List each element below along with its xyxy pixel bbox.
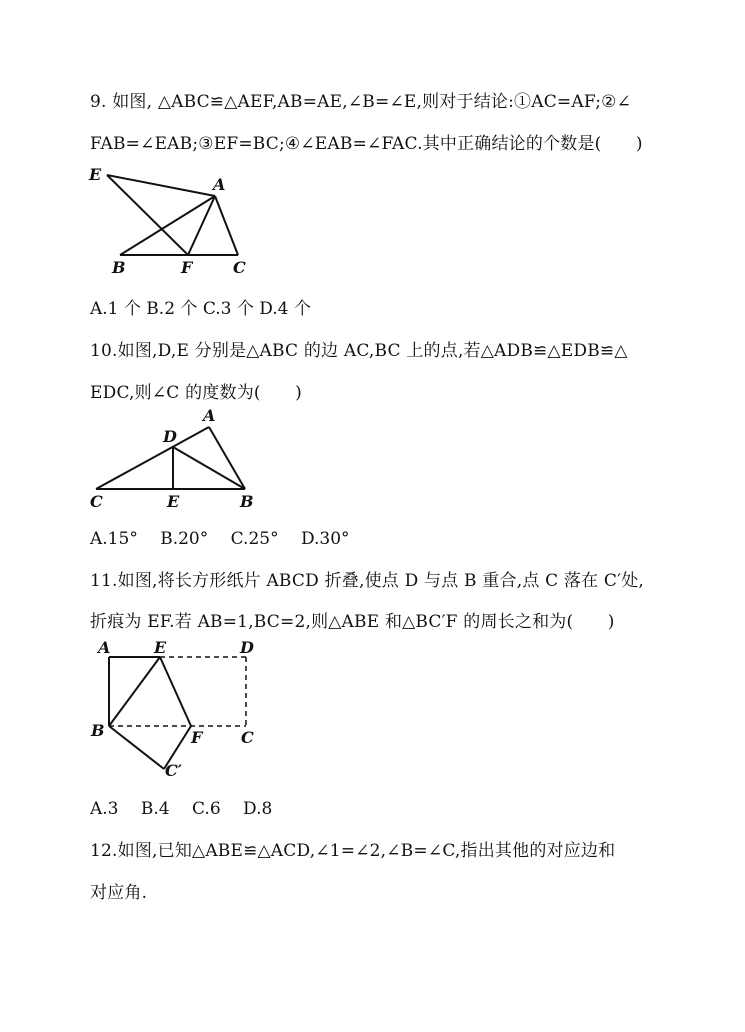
q11-line-1: 11.如图,将长方形纸片 ABCD 折叠,使点 D 与点 B 重合,点 C 落在 C′处, [90,571,645,591]
segment-ab [209,427,245,489]
label-a: A [213,175,226,194]
label-f: F [181,258,193,277]
label-b: B [112,258,126,277]
segment-be [109,657,160,726]
q12-line-1: 12.如图,已知△ABE≌△ACD,∠1=∠2,∠B=∠C,指出其他的对应边和 [90,841,616,861]
label-c: C [241,728,254,747]
q11-options: A.3 B.4 C.6 D.8 [90,799,273,819]
label-f: F [191,728,203,747]
label-d: D [240,638,254,657]
segment-ef [107,175,188,255]
segment-ef [160,657,191,726]
segment-ea [107,175,215,196]
label-c: C [233,258,246,277]
q11-line-2: 折痕为 EF.若 AB=1,BC=2,则△ABE 和△BC′F 的周长之和为( ) [90,612,615,632]
segment-bcp [109,726,164,769]
q9-line-2: FAB=∠EAB;③EF=BC;④∠EAB=∠FAC.其中正确结论的个数是( ) [90,134,643,154]
q10-figure [85,405,265,515]
q9-options: A.1 个 B.2 个 C.3 个 D.4 个 [90,299,311,319]
label-b: B [240,492,254,511]
q10-options: A.15° B.20° C.25° D.30° [90,529,350,549]
q9-figure [85,165,265,280]
q12-line-2: 对应角. [90,883,148,903]
label-e: E [154,638,167,657]
label-b: B [91,721,105,740]
label-c-prime: C′ [165,761,182,780]
label-d: D [163,427,177,446]
label-e: E [89,165,102,184]
label-c: C [90,492,103,511]
q10-line-2: EDC,则∠C 的度数为( ) [90,383,302,403]
q9-line-1: 9. 如图, △ABC≌△AEF,AB=AE,∠B=∠E,则对于结论:①AC=AF;②∠ [90,92,632,112]
label-a: A [98,638,111,657]
label-a: A [203,406,216,425]
q10-line-1: 10.如图,D,E 分别是△ABC 的边 AC,BC 上的点,若△ADB≌△EDB≌△ [90,341,628,361]
q11-figure [85,638,265,783]
segment-db [173,447,245,489]
label-e: E [167,492,180,511]
segment-ac [215,196,238,255]
